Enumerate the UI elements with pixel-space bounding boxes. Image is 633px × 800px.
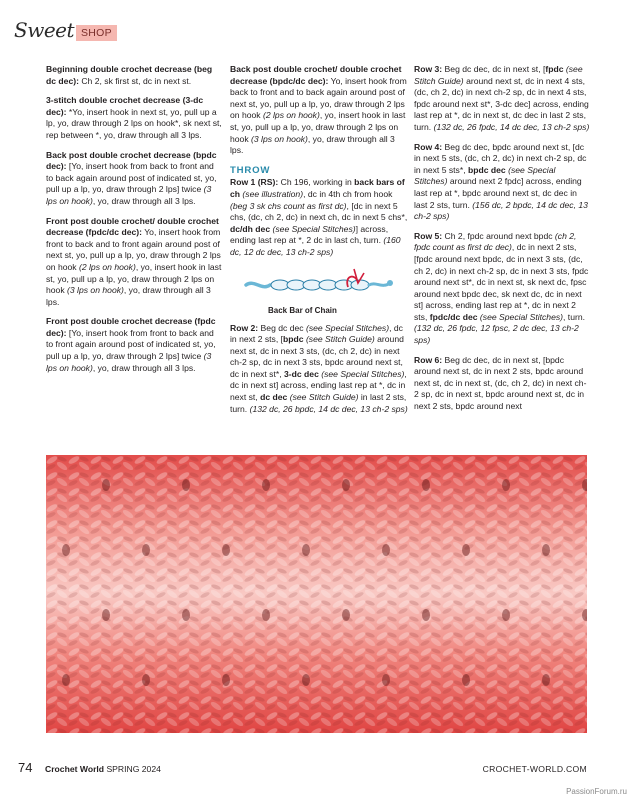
row-bold: fpdc bbox=[545, 64, 564, 74]
stitch-title: Front post double crochet/ double crochet decrease (fpdc/dc dec): bbox=[46, 215, 219, 238]
row-note: (see Stitch Guide) bbox=[414, 64, 583, 86]
stitch-eyelet bbox=[542, 544, 550, 556]
illustration-caption: Back Bar of Chain bbox=[268, 305, 337, 315]
row-bold: dc/dh dec bbox=[230, 223, 271, 234]
stitch-title: 3-stitch double crochet decrease (3-dc dec): bbox=[46, 95, 204, 117]
stitch-eyelet bbox=[462, 544, 470, 556]
stitch-body: [Yo, insert hook from back to front and to back again around post of indicated st, yo, pull up a lp, yo, draw through 2 lps] twice bbox=[46, 161, 217, 195]
row-3-instructions bbox=[414, 64, 590, 134]
row-bold: back bars of ch bbox=[230, 177, 405, 199]
stitch-eyelet bbox=[262, 609, 270, 621]
row-note: (156 dc, 2 bpdc, 14 dc dec, 13 ch-2 sps) bbox=[414, 199, 588, 222]
stitch-body: Ch 2, sk first st, dc in next st. bbox=[78, 75, 192, 86]
text-column-1 bbox=[46, 64, 222, 382]
row-text: , [dc in next 5 chs, (dc, ch 2, dc) in next ch, dc in next 5 chs*, bbox=[230, 200, 408, 223]
stitch-eyelet bbox=[182, 479, 190, 491]
stitch-note: (3 lps on hook) bbox=[251, 133, 308, 144]
row-note: (see illustration) bbox=[240, 188, 304, 199]
row-text: , turn. bbox=[563, 311, 586, 322]
text-column-2 bbox=[230, 64, 408, 423]
stitch-eyelet bbox=[342, 609, 350, 621]
beg-dc-dec-paragraph bbox=[46, 64, 222, 87]
row-bold: bpdc bbox=[283, 334, 304, 345]
row-text: ] across, ending last rep at *, 2 dc in last ch, turn. bbox=[230, 223, 389, 246]
publication-line bbox=[45, 764, 161, 774]
row-5-instructions bbox=[414, 231, 590, 347]
row-note: (see Special Stitches) bbox=[270, 223, 356, 234]
row-label: Row 1 (RS): bbox=[230, 177, 279, 188]
stitch-eyelet bbox=[302, 674, 310, 686]
stitch-title: Back post double crochet/ double crochet decrease (bpdc/dc dec): bbox=[230, 64, 402, 86]
crochet-swatch-photo bbox=[46, 455, 587, 733]
chain-diagram-icon bbox=[240, 263, 400, 305]
stitch-eyelet bbox=[102, 479, 110, 491]
row-note: (132 dc, 26 bpdc, 14 dc dec, 13 ch-2 sps) bbox=[249, 403, 408, 414]
row-6-instructions bbox=[414, 355, 590, 413]
bpdc-dec-paragraph bbox=[46, 150, 222, 208]
logo-shop-tag: SHOP bbox=[76, 25, 117, 41]
stitch-title: Front post double crochet decrease (fpdc dec): bbox=[46, 316, 216, 338]
stitch-body: , yo, draw through all 3 lps. bbox=[92, 362, 196, 373]
swatch-texture bbox=[46, 455, 587, 733]
stitch-note: (2 lps on hook) bbox=[78, 261, 136, 272]
row-note: (ch 2, fpdc count as first dc dec) bbox=[414, 230, 577, 253]
stitch-body: , yo, draw through all 3 lps. bbox=[230, 133, 395, 156]
fpdc-dec-paragraph bbox=[46, 316, 222, 374]
row-text: Ch 196, working in bbox=[278, 177, 355, 188]
row-label: Row 6: bbox=[414, 354, 443, 365]
row-text: in last 2 sts, turn. bbox=[230, 392, 407, 414]
back-bar-of-chain-illustration bbox=[230, 261, 408, 321]
three-dc-dec-paragraph bbox=[46, 95, 222, 141]
stitch-eyelet bbox=[542, 674, 550, 686]
row-note: (132 dc, 26 fpdc, 12 fpsc, 2 dc dec, 13 ch-2 sps) bbox=[414, 323, 579, 346]
stitch-eyelet bbox=[62, 674, 70, 686]
row-text: , dc in next 2 sts, [ bbox=[230, 322, 403, 345]
stitch-title: Back post double crochet decrease (bpdc dec): bbox=[46, 149, 217, 172]
row-note: (see Special Stitches) bbox=[414, 164, 556, 187]
row-text: , dc in next 2 sts, [fpdc around next bpdc, dc in next 3 sts, (dc, ch 2, dc) in next ch-2 sp, dc in next 3 sts, fpdc around next st*, dc in next st, sk next dc, fpsc around next bpdc dec, sk next dc, dc in next st] across, ending last rep at *, dc in next 2 sts, bbox=[414, 242, 589, 322]
stitch-eyelet bbox=[62, 544, 70, 556]
row-label: Row 3: bbox=[414, 64, 443, 74]
row-note: (beg 3 sk chs count as first dc) bbox=[230, 200, 347, 211]
stitch-note: (3 lps on hook) bbox=[46, 351, 212, 373]
stitch-body: *Yo, insert hook in next st, yo, pull up a lp, yo, draw through 2 lps on hook*, sk next st, rep between *, yo, draw through all 3 lps. bbox=[46, 106, 222, 140]
row-bold: fpdc/dc dec bbox=[429, 311, 478, 322]
section-heading-throw: THROW bbox=[230, 164, 271, 176]
stitch-eyelet bbox=[222, 544, 230, 556]
stitch-body: , yo, draw through all 3 lps. bbox=[46, 285, 211, 307]
stitch-eyelet bbox=[302, 544, 310, 556]
stitch-body: , yo, draw through all 3 lps. bbox=[92, 195, 196, 206]
row-text: Beg dc dec, dc in next st, [bpdc around next st, dc in next 2 sts, bpdc around next st, dc in next st, (dc, ch 2, dc) in next ch-2 sp, dc in next st, bpdc around next st, dc in next 2 sts, bpdc around next bbox=[414, 354, 587, 412]
stitch-body: Yo, insert hook from front to back and to front again around post of next st, yo, pull up a lp, yo, draw through 2 lps on hook bbox=[46, 227, 221, 272]
row-text: , dc in next st] across, ending last rep at *, dc in next st, bbox=[230, 368, 407, 403]
row-bold: dc dec bbox=[260, 392, 288, 403]
logo-script-text: Sweet bbox=[14, 18, 75, 42]
stitch-note: (2 lps on hook) bbox=[262, 110, 320, 121]
stitch-eyelet bbox=[382, 544, 390, 556]
bpdc-dc-dec-paragraph bbox=[230, 64, 408, 157]
website-link[interactable]: CROCHET-WORLD.COM bbox=[482, 764, 587, 774]
publication-name: Crochet World bbox=[45, 764, 105, 774]
stitch-eyelet bbox=[182, 609, 190, 621]
shop-logo bbox=[14, 18, 119, 46]
row-note: (132 dc, 26 fpdc, 14 dc dec, 13 ch-2 sps) bbox=[433, 121, 590, 132]
row-bold: bpdc dec bbox=[467, 164, 506, 175]
page-number: 74 bbox=[18, 760, 33, 775]
stitch-eyelet bbox=[382, 674, 390, 686]
row-text: around next st, dc in next 3 sts, (dc, ch 2, dc) in next ch-2 sp, dc in next 3 sts, bpdc around next st, dc in next st*, bbox=[230, 334, 404, 379]
watermark: PassionForum.ru bbox=[566, 787, 627, 796]
stitch-body: Yo, insert hook from back to front and to back again around post of next st, yo, pull up a lp, yo, draw through 2 lps on hook bbox=[230, 75, 407, 121]
row-note: (160 dc, 12 dc dec, 13 ch-2 sps) bbox=[230, 235, 401, 257]
row-text: Ch 2, fpdc around next bpdc bbox=[442, 230, 555, 241]
stitch-body: , yo, insert hook in last st, yo, pull up a lp, yo, draw through 2 lps on hook bbox=[46, 261, 222, 296]
stitch-body: , yo, insert hook in last st, yo, pull up a lp, yo, draw through 2 lps on hook bbox=[230, 110, 406, 144]
row-note: (see Special Stitches) bbox=[477, 311, 564, 322]
stitch-eyelet bbox=[502, 609, 510, 621]
row-text: around next 2 fpdc] across, ending last rep at *, bpdc around next st, dc dec in last 2 sts, turn. bbox=[414, 176, 582, 210]
row-note: (see Special Stitches) bbox=[318, 368, 405, 379]
stitch-eyelet bbox=[342, 479, 350, 491]
stitch-eyelet bbox=[142, 544, 150, 556]
row-text: Beg dc dec, bpdc around next st, [dc in next 5 sts, (dc, ch 2, dc) in next ch-2 sp, dc in next 5 sts*, bbox=[414, 141, 587, 175]
stitch-eyelet bbox=[102, 609, 110, 621]
stitch-eyelet bbox=[262, 479, 270, 491]
stitch-eyelet bbox=[462, 674, 470, 686]
stitch-eyelet bbox=[502, 479, 510, 491]
stitch-body: [Yo, insert hook from front to back and to front again around post of indicated st, yo, pull up a lp, yo, draw through 2 lps] twice bbox=[46, 327, 216, 362]
row-label: Row 5: bbox=[414, 230, 443, 241]
text-column-3 bbox=[414, 64, 590, 421]
row-note: (see Special Stitches) bbox=[305, 322, 390, 333]
row-text: Beg dc dec bbox=[258, 322, 306, 333]
stitch-eyelet bbox=[422, 479, 430, 491]
stitch-note: (3 lps on hook) bbox=[46, 184, 212, 206]
row-2-instructions bbox=[230, 323, 408, 416]
row-text: , dc in 4th ch from hook bbox=[303, 188, 393, 199]
stitch-title: Beginning double crochet decrease (beg dc dec): bbox=[46, 64, 213, 86]
row-text: around next st, dc in next 4 sts, (dc, ch 2, dc) in next ch-2 sp, dc in next 4 sts, fpdc around next st*, 3-dc dec] across, ending last rep at *, dc in next st, dc dec in last 2 sts, turn. bbox=[414, 75, 589, 132]
row-1-instructions bbox=[230, 177, 408, 258]
row-4-instructions bbox=[414, 142, 590, 223]
stitch-eyelet bbox=[422, 609, 430, 621]
row-text: Beg dc dec, dc in next st, [ bbox=[442, 64, 546, 74]
stitch-eyelet bbox=[142, 674, 150, 686]
row-note: (see Stitch Guide) bbox=[287, 392, 359, 403]
row-note: (see Stitch Guide) bbox=[303, 334, 375, 345]
stitch-note: (3 lps on hook) bbox=[67, 285, 124, 296]
fpdc-dc-dec-paragraph bbox=[46, 216, 222, 309]
row-label: Row 2: bbox=[230, 322, 259, 333]
stitch-eyelet bbox=[222, 674, 230, 686]
row-bold: 3-dc dec bbox=[283, 368, 319, 379]
row-label: Row 4: bbox=[414, 141, 443, 152]
issue-label: SPRING 2024 bbox=[106, 764, 161, 774]
